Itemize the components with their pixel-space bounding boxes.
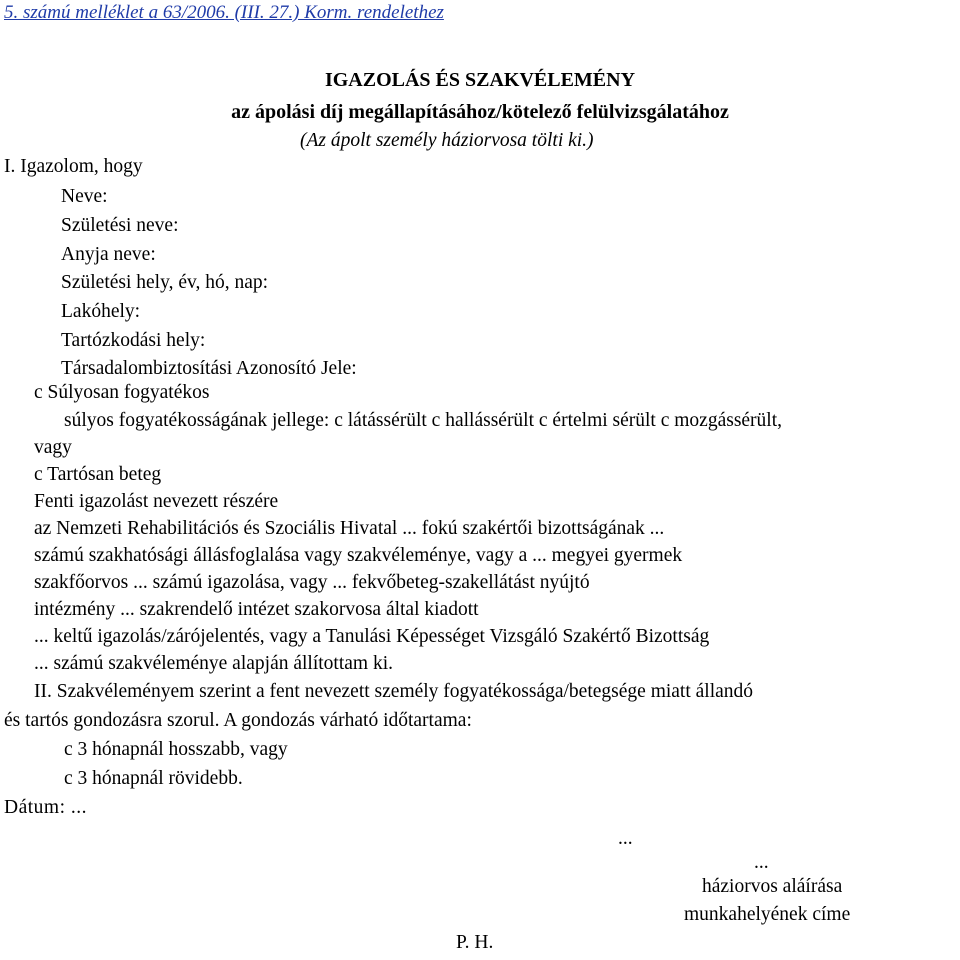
- field-birth-name: Születési neve:: [61, 215, 179, 236]
- certification-intro: Fenti igazolást nevezett részére: [34, 491, 279, 512]
- option-severely-disabled[interactable]: c Súlyosan fogyatékos: [34, 382, 210, 403]
- option-chronically-ill[interactable]: c Tartósan beteg: [34, 464, 162, 485]
- field-birth-place-date: Születési hely, év, hó, nap:: [61, 272, 269, 293]
- disability-type-line[interactable]: súlyos fogyatékosságának jellege: c látássérült c hallássérült c értelmi sérült c mozgássérült,: [64, 410, 783, 431]
- field-mother-name: Anyja neve:: [61, 244, 156, 265]
- field-social-security-id: Társadalombiztosítási Azonosító Jele:: [61, 358, 357, 379]
- document-title: IGAZOLÁS ÉS SZAKVÉLEMÉNY: [324, 69, 636, 91]
- field-residence: Lakóhely:: [61, 301, 141, 322]
- field-name: Neve:: [61, 186, 108, 207]
- or-text: vagy: [34, 437, 72, 458]
- field-stay-address: Tartózkodási hely:: [61, 330, 206, 351]
- section2-line1: II. Szakvéleményem szerint a fent nevezett személy fogyatékossága/betegsége miatt állandó: [34, 681, 754, 702]
- certification-line: ... számú szakvéleménye alapján állítottam ki.: [34, 653, 393, 674]
- certification-line: az Nemzeti Rehabilitációs és Szociális Hivatal ... fokú szakértői bizottságának ...: [34, 518, 665, 539]
- duration-shorter-option[interactable]: c 3 hónapnál rövidebb.: [64, 768, 243, 789]
- signature-label: háziorvos aláírása: [702, 876, 843, 897]
- signature-dots: ...: [754, 852, 769, 873]
- workplace-address-label: munkahelyének címe: [684, 904, 851, 925]
- signature-dots: ...: [618, 828, 633, 849]
- decree-reference: 5. számú melléklet a 63/2006. (III. 27.) Korm. rendelethez: [4, 2, 444, 23]
- section2-line2: és tartós gondozásra szorul. A gondozás várható időtartama:: [4, 710, 472, 731]
- date-field[interactable]: Dátum: ...: [4, 797, 87, 818]
- certification-line: ... keltű igazolás/zárójelentés, vagy a Tanulási Képességet Vizsgáló Szakértő Bizottság: [34, 626, 710, 647]
- certification-line: számú szakhatósági állásfoglalása vagy szakvéleménye, vagy a ... megyei gyermek: [34, 545, 683, 566]
- stamp-placeholder: P. H.: [456, 932, 494, 953]
- fill-instruction: (Az ápolt személy háziorvosa tölti ki.): [300, 130, 594, 151]
- certification-line: intézmény ... szakrendelő intézet szakorvosa által kiadott: [34, 599, 479, 620]
- section1-intro: I. Igazolom, hogy: [4, 156, 143, 177]
- document-subtitle: az ápolási díj megállapításához/kötelező felülvizsgálatához: [231, 101, 729, 123]
- certification-line: szakfőorvos ... számú igazolása, vagy ... fekvőbeteg-szakellátást nyújtó: [34, 572, 590, 593]
- duration-longer-option[interactable]: c 3 hónapnál hosszabb, vagy: [64, 739, 288, 760]
